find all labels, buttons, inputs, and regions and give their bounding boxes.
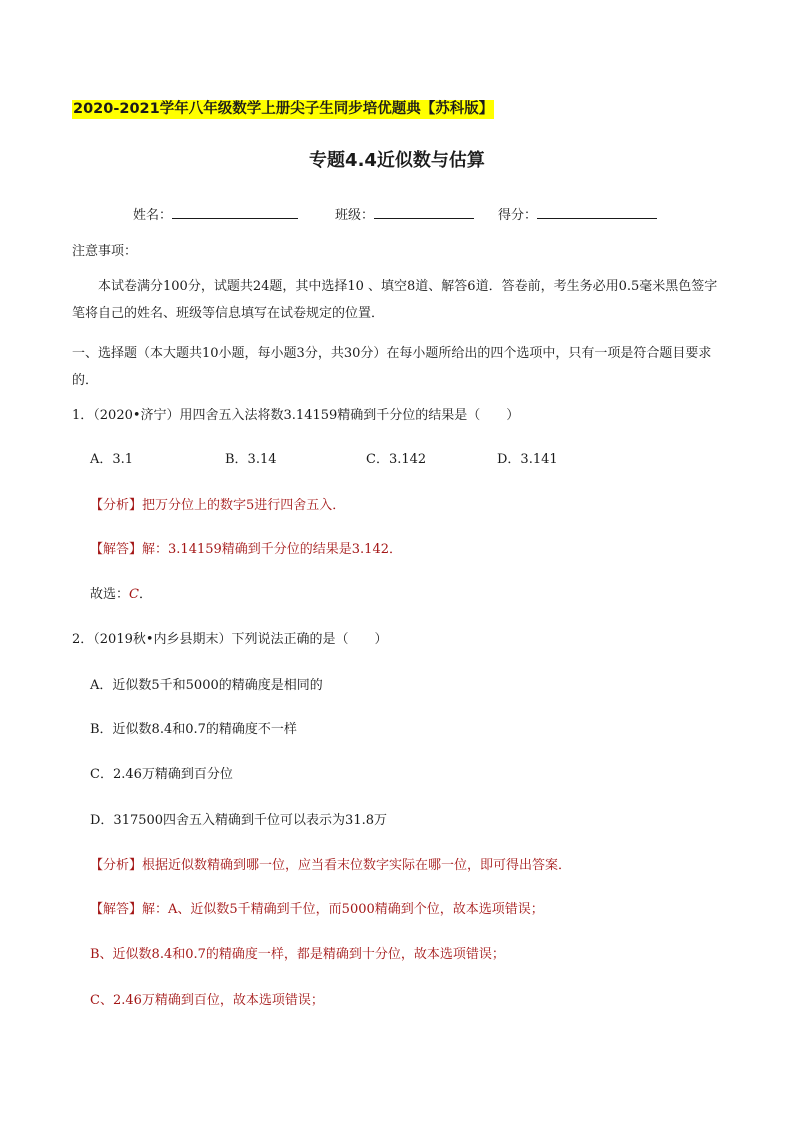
q2-answer-line-3: C、2.46万精确到百位，故本选项错误； [90,993,324,1008]
score-blank[interactable] [537,204,657,219]
class-field [335,204,474,225]
question-2-stem: 2．（2019秋•内乡县期末）下列说法正确的是（ ） [72,632,388,647]
q1-answer-text: 解：3.14159精确到千分位的结果是3.142． [142,542,402,557]
q1-option-d: D．3.141 [497,452,558,467]
document-banner: 2020-2021学年八年级数学上册尖子生同步培优题典【苏科版】 [73,101,494,117]
q1-choice [90,586,152,604]
q1-option-b: B．3.14 [225,452,277,467]
q2-answer-tag: 【解答】 [90,902,143,917]
q1-answer-tag: 【解答】 [90,542,143,557]
q2-analysis [90,857,571,875]
q1-choice-letter: C [129,587,139,602]
q2-answer-line-2: B、近似数8.4和0.7的精确度一样，都是精确到十分位，故本选项错误； [90,947,505,962]
page-title: 专题4.4近似数与估算 [309,150,485,171]
q2-analysis-tag: 【分析】 [90,858,143,873]
name-field [133,204,298,225]
class-label: 班级： [335,208,375,223]
q1-choice-prefix: 故选： [90,587,130,602]
notice-heading: 注意事项： [72,244,138,259]
q1-analysis-tag: 【分析】 [90,498,143,513]
name-blank[interactable] [172,204,298,219]
name-label: 姓名： [133,208,173,223]
score-field [498,204,657,225]
q2-analysis-text: 根据近似数精确到哪一位，应当看末位数字实际在哪一位，即可得出答案． [142,858,572,873]
q1-option-a: A．3.1 [90,452,134,467]
q2-option-d: D．317500四舍五入精确到千位可以表示为31.8万 [90,813,387,828]
class-blank[interactable] [374,204,474,219]
q2-option-c: C．2.46万精确到百分位 [90,767,233,782]
q2-answer [90,901,544,919]
question-1-stem: 1．（2020•济宁）用四舍五入法将数3.14159精确到千分位的结果是（ ） [72,408,520,423]
section1-heading: 一、选择题（本大题共10小题，每小题3分，共30分）在每小题所给出的四个选项中，只有一项是符合题目要求的． [72,346,712,388]
q2-option-a: A．近似数5千和5000的精确度是相同的 [90,678,323,693]
notice-body: 本试卷满分100分，试题共24题，其中选择10 、填空8道、解答6道．答卷前，考生务必用0.5毫米黑色签字笔将自己的姓名、班级等信息填写在试卷规定的位置． [72,279,718,321]
score-label: 得分： [498,208,538,223]
q1-answer [90,541,402,559]
q1-analysis [90,497,345,515]
q2-answer-line-1: 解：A、近似数5千精确到千位，而5000精确到个位，故本选项错误； [142,902,544,917]
q2-option-b: B．近似数8.4和0.7的精确度不一样 [90,722,297,737]
q1-analysis-text: 把万分位上的数字5进行四舍五入． [142,498,346,513]
q1-choice-suffix: ． [138,587,152,602]
q1-option-c: C．3.142 [366,452,427,467]
